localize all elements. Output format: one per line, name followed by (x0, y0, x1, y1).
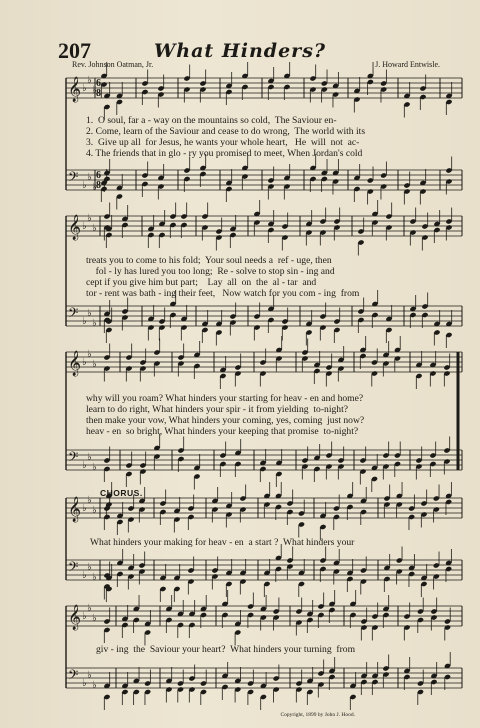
flat-icon: ♭ (82, 570, 87, 581)
flat-icon: ♭ (82, 221, 87, 232)
flat-icon: ♭ (87, 75, 92, 86)
flat-icon: ♭ (82, 180, 87, 191)
treble-clef-icon: 𝄞 (68, 497, 82, 522)
verse-line-2-2: fol - ly has lured you too long; Re - solve to stop sin - ing and (86, 266, 335, 277)
verse-line-1-1: 1. O soul, far a - way on the mountains so cold, The Saviour en- (86, 115, 337, 126)
flat-icon: ♭ (92, 318, 97, 329)
flat-icon: ♭ (82, 611, 87, 622)
bass-clef-icon: 𝄢 (68, 169, 79, 188)
treble-clef-icon: 𝄞 (68, 351, 82, 376)
bass-clef-icon: 𝄢 (68, 449, 79, 468)
flat-icon: ♭ (87, 172, 92, 183)
bass-clef-icon: 𝄢 (68, 559, 79, 578)
verse-line-1-4: 4. The friends that in glo - ry you promised to meet, When Jordan's cold (86, 148, 363, 159)
flat-icon: ♭ (92, 462, 97, 473)
verse-line-3-2: learn to do right, What hinders your spir - it from yielding to-night? (86, 404, 349, 415)
verse-line-3-3: then make your vow, What hinders your coming, yes, coming just now? (86, 415, 365, 426)
chorus-line-2: giv - ing the Saviour your heart? What hinders your turning from (96, 644, 356, 655)
time-signature-top: 6 (96, 170, 101, 181)
verse-line-2-3: cept if you give him but part; Lay all on the al - tar and (86, 277, 317, 288)
verse-line-2-4: tor - rent was bath - ing their feet, Now watch for you com - ing from (86, 288, 360, 299)
flat-icon: ♭ (92, 572, 97, 583)
flat-icon: ♭ (92, 182, 97, 193)
flat-icon: ♭ (87, 308, 92, 319)
treble-clef-icon: 𝄞 (68, 605, 82, 630)
hymn-title: What Hinders? (153, 40, 327, 62)
flat-icon: ♭ (92, 613, 97, 624)
verse-line-3-1: why will you roam? What hinders your starting for heav - en and home? (86, 393, 364, 404)
time-signature-bottom: 8 (96, 180, 101, 191)
bass-clef-icon: 𝄢 (68, 667, 79, 686)
flat-icon: ♭ (82, 460, 87, 471)
flat-icon: ♭ (87, 452, 92, 463)
flat-icon: ♭ (87, 495, 92, 506)
flat-icon: ♭ (92, 680, 97, 691)
hymn-number: 207 (58, 38, 91, 63)
copyright-notice: Copyright, 1899 by John J. Hood. (280, 712, 355, 718)
time-signature-top: 6 (96, 78, 101, 89)
flat-icon: ♭ (82, 316, 87, 327)
flat-icon: ♭ (82, 83, 87, 94)
flat-icon: ♭ (92, 359, 97, 370)
flat-icon: ♭ (92, 505, 97, 516)
bass-clef-icon: 𝄢 (68, 305, 79, 324)
flat-icon: ♭ (87, 213, 92, 224)
verse-line-2-1: treats you to come to his fold; Your soul needs a ref - uge, then (86, 255, 332, 266)
flat-icon: ♭ (87, 562, 92, 573)
treble-clef-icon: 𝄞 (68, 215, 82, 240)
chorus-label: CHORUS. (100, 488, 143, 498)
time-signature-bottom: 8 (96, 88, 101, 99)
verse-line-3-4: heav - en so bright, What hinders your keeping that promise to-night? (86, 426, 359, 437)
verse-line-1-2: 2. Come, learn of the Saviour and cease to do wrong, The world with its (86, 126, 366, 137)
flat-icon: ♭ (82, 678, 87, 689)
flat-icon: ♭ (82, 357, 87, 368)
treble-clef-icon: 𝄞 (68, 77, 82, 102)
composer-credit: J. Howard Entwisle. (375, 60, 440, 69)
author-credit: Rev. Johnson Oatman, Jr. (72, 60, 154, 69)
chorus-line-1: What hinders your making for heav - en a start ? What hinders your (90, 537, 355, 548)
flat-icon: ♭ (87, 670, 92, 681)
flat-icon: ♭ (92, 85, 97, 96)
flat-icon: ♭ (87, 349, 92, 360)
flat-icon: ♭ (87, 603, 92, 614)
flat-icon: ♭ (92, 223, 97, 234)
verse-line-1-3: 3. Give up all for Jesus, he wants your whole heart, He will not ac- (86, 137, 360, 148)
flat-icon: ♭ (82, 503, 87, 514)
